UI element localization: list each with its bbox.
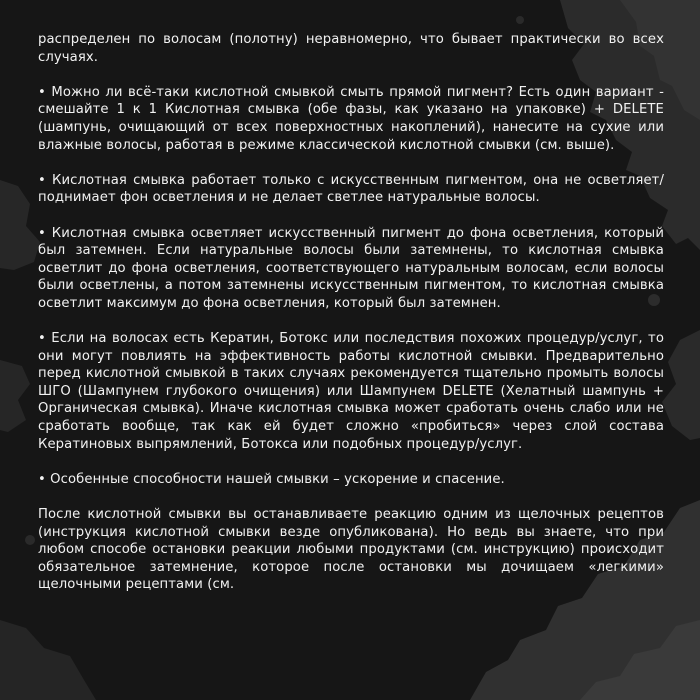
document-body <box>38 31 664 594</box>
paragraph-intro: распределен по волосам (полотну) неравномерно, что бывает практически во всех случаях. <box>38 32 664 65</box>
map-island <box>516 16 524 24</box>
paragraph-lightening-background: • Кислотная смывка осветляет искусственный пигмент до фона осветления, который был затемнен. Если натуральные волосы были затемнены, то кислотная смывка осветлит до фона осветления, соответствующего натуральным волосам, если волосы были осветлены, а потом затемнены искусственным пигментом, то кислотная смывка осветлит максимум до фона осветления, который был затемнен. <box>38 225 664 311</box>
map-island <box>25 535 35 545</box>
paragraph-keratin-botox: • Если на волосах есть Кератин, Ботокс или последствия похожих процедур/услуг, то они могут повлиять на эффективность работы кислотной смывки. Предварительно перед кислотной смывкой в таких случаях рекомендуется тщательно промыть волосы ШГО (Шампунем глубокого очищения) или Шампунем DELETE (Хелатный шампунь + Органическая смывка). Иначе кислотная смывка может сработать очень слабо или не сработать вообще, так как ей будет сложно «пробиться» через слой состава Кератиновых выпрямлений, Ботокса или подобных процедур/услуг. <box>38 331 664 452</box>
paragraph-artificial-pigment-only: • Кислотная смывка работает только с искусственным пигментом, она не осветляет/поднимает фон осветления и не делает светлее натуральные волосы. <box>38 172 664 206</box>
paragraph-stop-reaction: После кислотной смывки вы останавливаете реакцию одним из щелочных рецептов (инструкция кислотной смывки везде опубликована). Но ведь вы знаете, что при любом способе остановки реакции любыми продуктами (см. инструкцию) происходит обязательное затемнение, которое после остановки мы дочищаем «легкими» щелочными рецептами (см. <box>38 507 664 593</box>
paragraph-special-abilities: • Особенные способности нашей смывки – ускорение и спасение. <box>38 471 505 487</box>
paragraph-mix-with-delete: • Можно ли всё-таки кислотной смывкой смыть прямой пигмент? Есть один вариант - смешайте 1 к 1 Кислотная смывка (обе фазы, как указано на упаковке) + DELETE (шампунь, очищающий от всех поверхностных накоплений), нанесите на сухие или влажные волосы, работая в режиме классической кислотной смывки (см. выше). <box>38 84 664 153</box>
